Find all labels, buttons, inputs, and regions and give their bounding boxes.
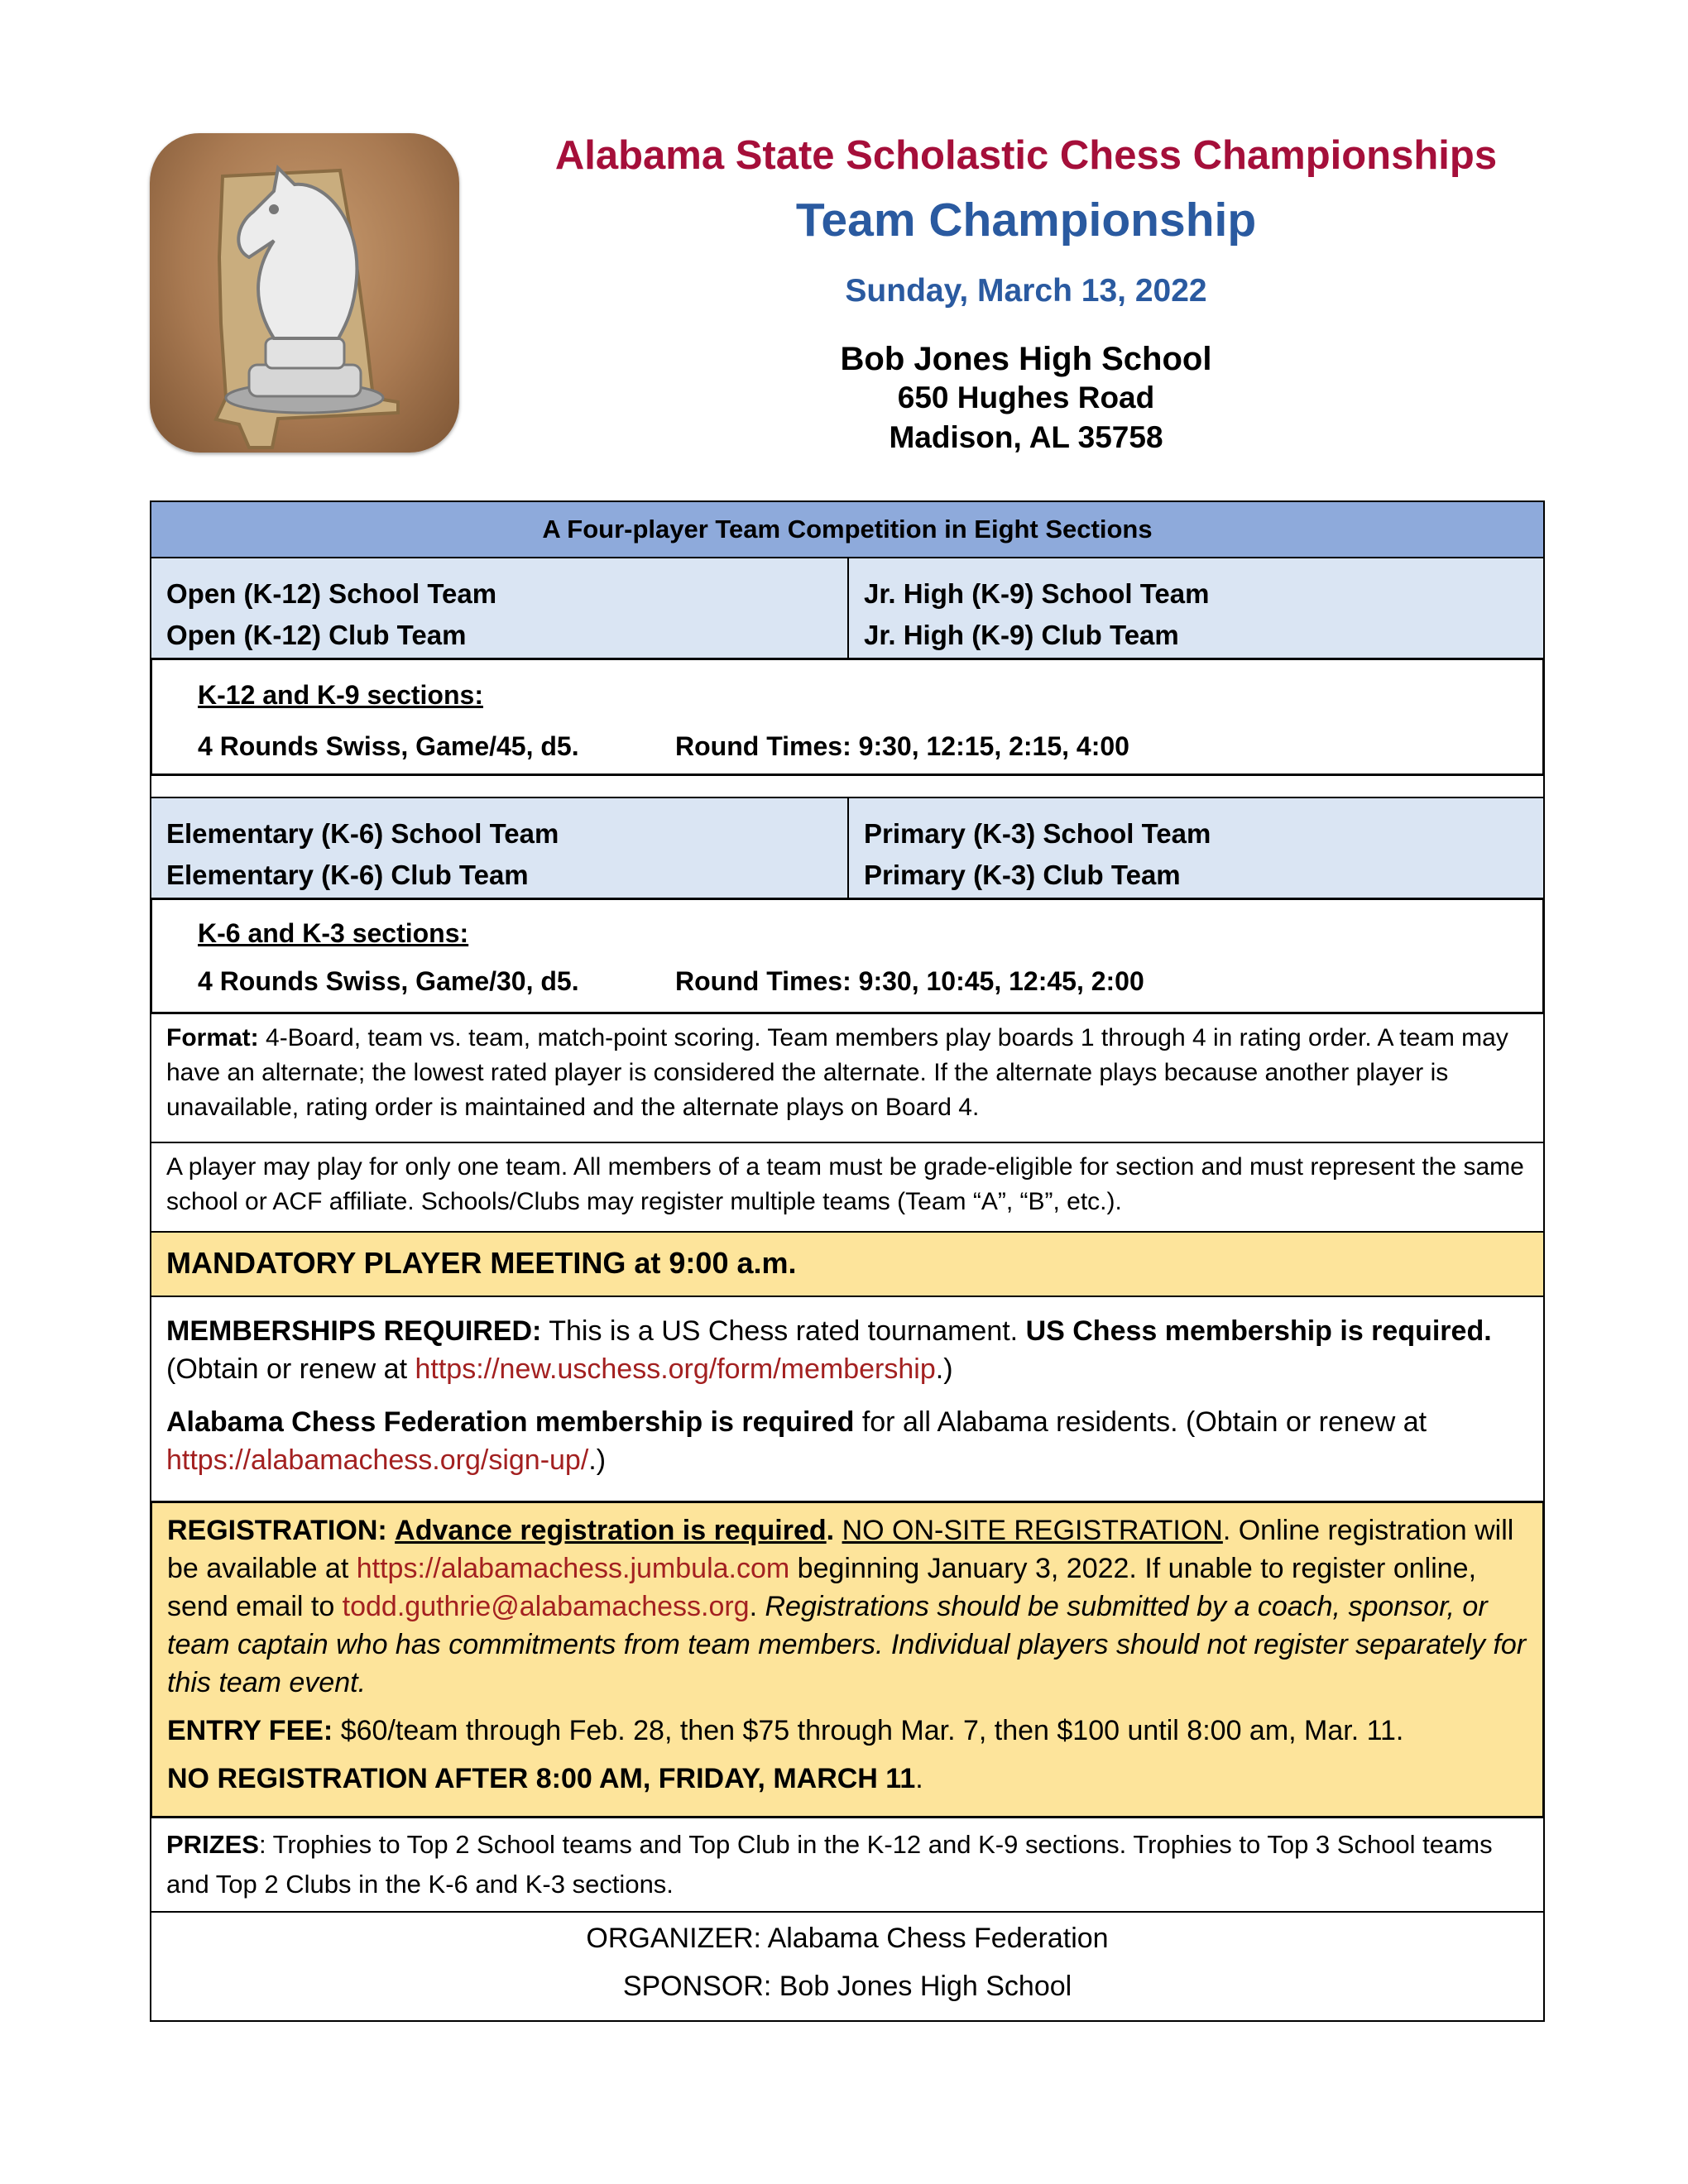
- acf-text: for all Alabama residents. (Obtain or renew at: [854, 1406, 1427, 1438]
- section-group-2: [150, 797, 1545, 899]
- event-date: Sunday, March 13, 2022: [845, 273, 1207, 309]
- section-group-1: [150, 557, 1545, 659]
- punctuation: .: [915, 1763, 923, 1794]
- eligibility-text: A player may play for only one team. All members of a team must be grade-eligible for section and must represent the same school or ACF affiliate. Schools/Clubs may register multiple teams (Team “A”, “B”, etc.).: [166, 1153, 1524, 1215]
- section-name: Jr. High (K-9) School Team: [864, 578, 1210, 609]
- round-times: Round Times: 9:30, 12:15, 2:15, 4:00: [675, 731, 1129, 761]
- uschess-required: US Chess membership is required.: [1025, 1315, 1492, 1347]
- eligibility-block: [150, 1142, 1545, 1233]
- chess-knight-on-alabama-map-icon: [150, 133, 459, 453]
- venue-city: Madison, AL 35758: [889, 420, 1163, 454]
- punctuation: .: [826, 1515, 835, 1546]
- rounds-info-1: [150, 658, 1545, 776]
- memberships-label: MEMBERSHIPS REQUIRED:: [166, 1315, 542, 1347]
- rounds-format: 4 Rounds Swiss, Game/30, d5.: [198, 966, 579, 996]
- registration-text: . Online registration will be available at: [167, 1515, 1514, 1584]
- registration-note: Registrations should be submitted by a coach, sponsor, or team captain who has commitments from team members. Individual players should not register separately for this team event.: [167, 1591, 1527, 1698]
- format-label: Format:: [166, 1024, 259, 1051]
- no-onsite-registration: NO ON-SITE REGISTRATION: [842, 1515, 1223, 1546]
- sponsor: SPONSOR: Bob Jones High School: [622, 1971, 1072, 2002]
- prizes-label: PRIZES: [166, 1830, 259, 1859]
- round-times: Round Times: 9:30, 10:45, 12:45, 2:00: [675, 966, 1144, 996]
- registration-block: [150, 1501, 1545, 1818]
- event-title: Alabama State Scholastic Chess Championships: [554, 133, 1498, 178]
- sections-banner: A Four-player Team Competition in Eight Sections: [150, 500, 1545, 558]
- uschess-link[interactable]: https://new.uschess.org/form/membership: [415, 1353, 936, 1385]
- organizer-block: [150, 1911, 1545, 2022]
- registration-text: beginning January 3, 2022. If unable to register online, send email to: [167, 1553, 1477, 1622]
- venue-name: Bob Jones High School: [840, 341, 1212, 377]
- memberships-text: .): [935, 1353, 953, 1385]
- section-name: Elementary (K-6) School Team: [166, 818, 559, 849]
- divider-gap: [150, 774, 1545, 799]
- entry-fee-text: $60/team through Feb. 28, then $75 through Mar. 7, then $100 until 8:00 am, Mar. 11.: [333, 1715, 1404, 1746]
- rounds-label: K-6 and K-3 sections:: [198, 918, 469, 948]
- prizes-text: : Trophies to Top 2 School teams and Top Club in the K-12 and K-9 sections. Trophies to Top 3 School teams and Top 2 Clubs in the K-6 and K-3 sections.: [166, 1830, 1493, 1899]
- event-subtitle: Team Championship: [795, 194, 1257, 247]
- format-block: [150, 1013, 1545, 1143]
- section-col-right: [849, 798, 1543, 898]
- memberships-text: (Obtain or renew at: [166, 1353, 415, 1385]
- entry-fee-label: ENTRY FEE:: [167, 1715, 333, 1746]
- chess-knight-logo: [150, 133, 459, 453]
- acf-required: Alabama Chess Federation membership is required: [166, 1406, 855, 1438]
- section-name: Jr. High (K-9) Club Team: [864, 620, 1179, 650]
- organizer: ORGANIZER: Alabama Chess Federation: [586, 1923, 1109, 1954]
- section-name: Open (K-12) Club Team: [166, 620, 467, 650]
- registration-label: REGISTRATION:: [167, 1515, 387, 1546]
- section-col-right: [849, 558, 1543, 658]
- section-col-left: [151, 798, 849, 898]
- venue-street: 650 Hughes Road: [897, 381, 1155, 414]
- section-name: Elementary (K-6) Club Team: [166, 860, 529, 890]
- rounds-format: 4 Rounds Swiss, Game/45, d5.: [198, 731, 579, 761]
- section-name: Open (K-12) School Team: [166, 578, 497, 609]
- registration-deadline: NO REGISTRATION AFTER 8:00 AM, FRIDAY, MARCH 11: [167, 1763, 916, 1794]
- memberships-text: This is a US Chess rated tournament.: [541, 1315, 1026, 1347]
- section-col-left: [151, 558, 849, 658]
- section-name: Primary (K-3) Club Team: [864, 860, 1181, 890]
- memberships-block: [150, 1296, 1545, 1502]
- acf-text: .): [588, 1444, 607, 1476]
- advance-registration: Advance registration is required: [395, 1515, 827, 1546]
- jumbula-link[interactable]: https://alabamachess.jumbula.com: [356, 1553, 790, 1584]
- rounds-label: K-12 and K-9 sections:: [198, 680, 483, 710]
- acf-signup-link[interactable]: https://alabamachess.org/sign-up/: [166, 1444, 589, 1476]
- section-name: Primary (K-3) School Team: [864, 818, 1211, 849]
- mandatory-meeting: MANDATORY PLAYER MEETING at 9:00 a.m.: [150, 1231, 1545, 1297]
- prizes-block: [150, 1817, 1545, 1913]
- registration-text: .: [749, 1591, 765, 1622]
- rounds-info-2: [150, 898, 1545, 1014]
- format-text: 4-Board, team vs. team, match-point scoring. Team members play boards 1 through 4 in rating order. A team may have an alternate; the lowest rated player is considered the alternate. If the alternate plays because another player is unavailable, rating order is maintained and the alternate plays on Board 4.: [166, 1024, 1508, 1121]
- contact-email-link[interactable]: todd.guthrie@alabamachess.org: [342, 1591, 750, 1622]
